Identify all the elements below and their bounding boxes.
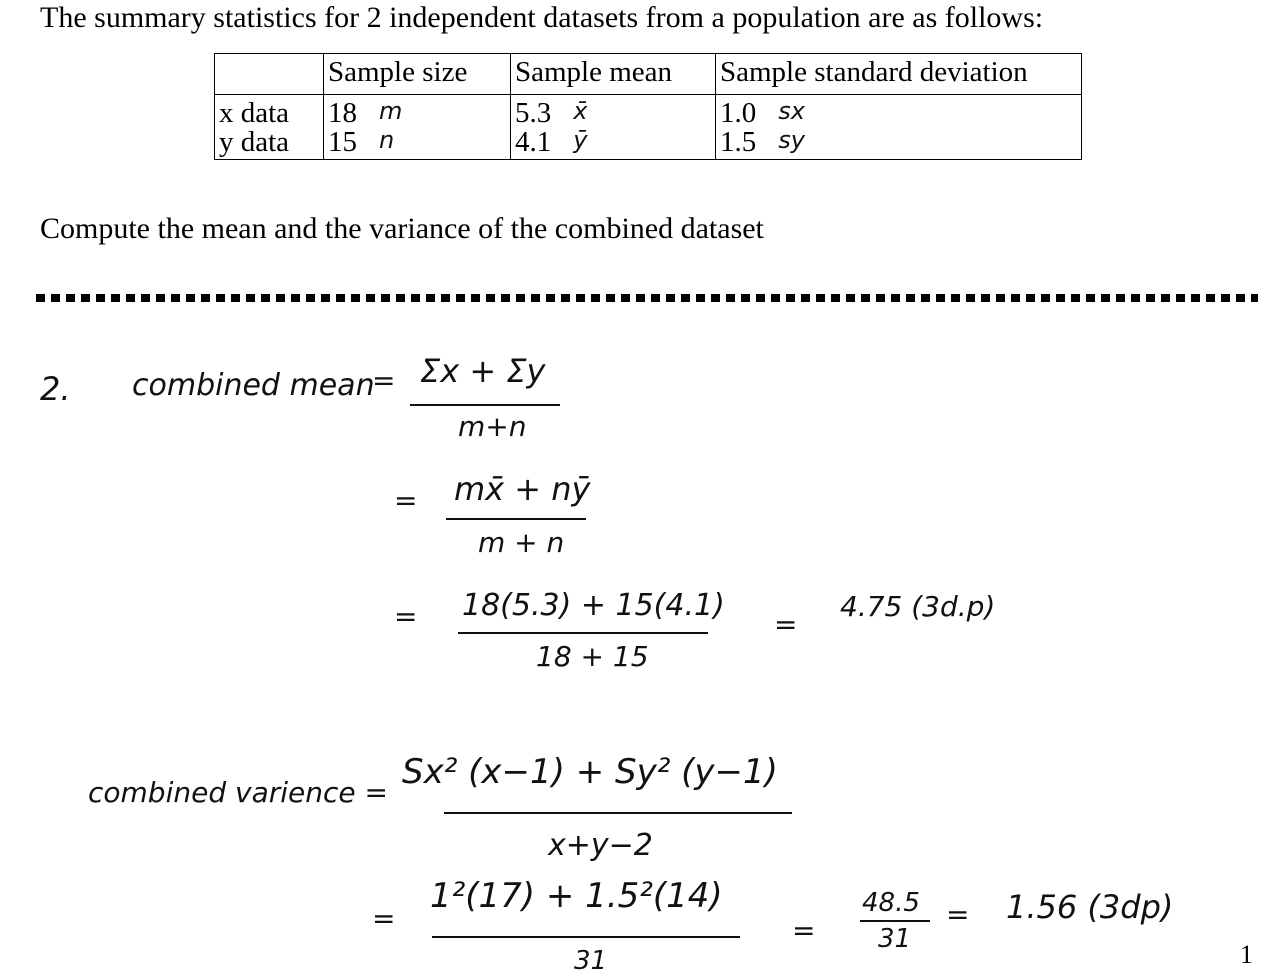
table-cell (511, 95, 716, 129)
sample-mean-value: 4.1 (515, 126, 552, 158)
row-label: x data (215, 95, 324, 129)
sample-sd-value: 1.5 (720, 126, 757, 158)
sample-sd-value: 1.0 (720, 97, 757, 129)
variance-step-denominator: 31 (574, 946, 608, 976)
equals-sign: = (774, 608, 798, 641)
fraction-bar (860, 920, 930, 922)
variance-step-numerator: 1²(17) + 1.5²(14) (430, 876, 723, 916)
table-header-cell: Sample size (324, 54, 511, 95)
mean-step2-denominator: m + n (478, 526, 565, 559)
equals-sign: = (946, 898, 970, 931)
question-prompt: Compute the mean and the variance of the combined dataset (40, 212, 764, 245)
handwritten-note: n (379, 126, 395, 154)
mean-step1-denominator: m+n (458, 410, 527, 443)
sample-size-value: 15 (328, 126, 357, 158)
table-header-row (215, 54, 1082, 95)
table-cell (716, 128, 1082, 160)
handwritten-note: sx (778, 97, 805, 125)
sample-mean-value: 5.3 (515, 97, 552, 129)
table-cell (511, 128, 716, 160)
mean-result: 4.75 (3d.p) (840, 590, 996, 623)
mean-step3-numerator: 18(5.3) + 15(4.1) (462, 588, 725, 623)
equals-sign: = (792, 914, 816, 947)
question-intro: The summary statistics for 2 independent datasets from a population are as follows: (40, 1, 1044, 34)
fraction-bar (446, 518, 586, 520)
equals-sign: = (372, 902, 396, 935)
handwritten-note: m (379, 97, 403, 125)
combined-variance-label: combined varience = (88, 776, 388, 809)
equals-sign: = (394, 600, 418, 633)
table-header-cell: Sample mean (511, 54, 716, 95)
table-row (215, 95, 1082, 129)
mean-step2-numerator: mx̄ + nȳ (454, 470, 591, 508)
variance-result: 1.56 (3dp) (1006, 888, 1174, 926)
fraction-bar (458, 632, 708, 634)
variance-formula-numerator: Sx² (x−1) + Sy² (y−1) (402, 752, 778, 792)
variance-fraction-denominator: 31 (878, 924, 912, 954)
fraction-bar (410, 404, 560, 406)
equals-sign: = (394, 484, 418, 517)
table-header-cell (215, 54, 324, 95)
mean-step1-numerator: Σx + Σy (420, 352, 546, 390)
fraction-bar (432, 936, 740, 938)
row-label: y data (215, 128, 324, 160)
fraction-bar (444, 812, 792, 814)
page-number: 1 (1240, 940, 1253, 969)
equals-sign: = (372, 364, 396, 397)
sample-size-value: 18 (328, 97, 357, 129)
table-cell (324, 95, 511, 129)
table-header-cell: Sample standard deviation (716, 54, 1082, 95)
variance-fraction-numerator: 48.5 (862, 888, 920, 918)
dashed-divider (36, 294, 1258, 302)
variance-formula-denominator: x+y−2 (548, 828, 653, 863)
handwritten-note: x̄ (573, 97, 588, 125)
mean-step3-denominator: 18 + 15 (536, 640, 649, 673)
handwritten-note: ȳ (573, 126, 588, 154)
table-cell (324, 128, 511, 160)
table-cell (716, 95, 1082, 129)
summary-table (214, 53, 1082, 160)
table-row (215, 128, 1082, 160)
combined-mean-label: combined mean (132, 368, 375, 403)
handwritten-note: sy (778, 126, 805, 154)
solution-number: 2. (40, 370, 71, 408)
